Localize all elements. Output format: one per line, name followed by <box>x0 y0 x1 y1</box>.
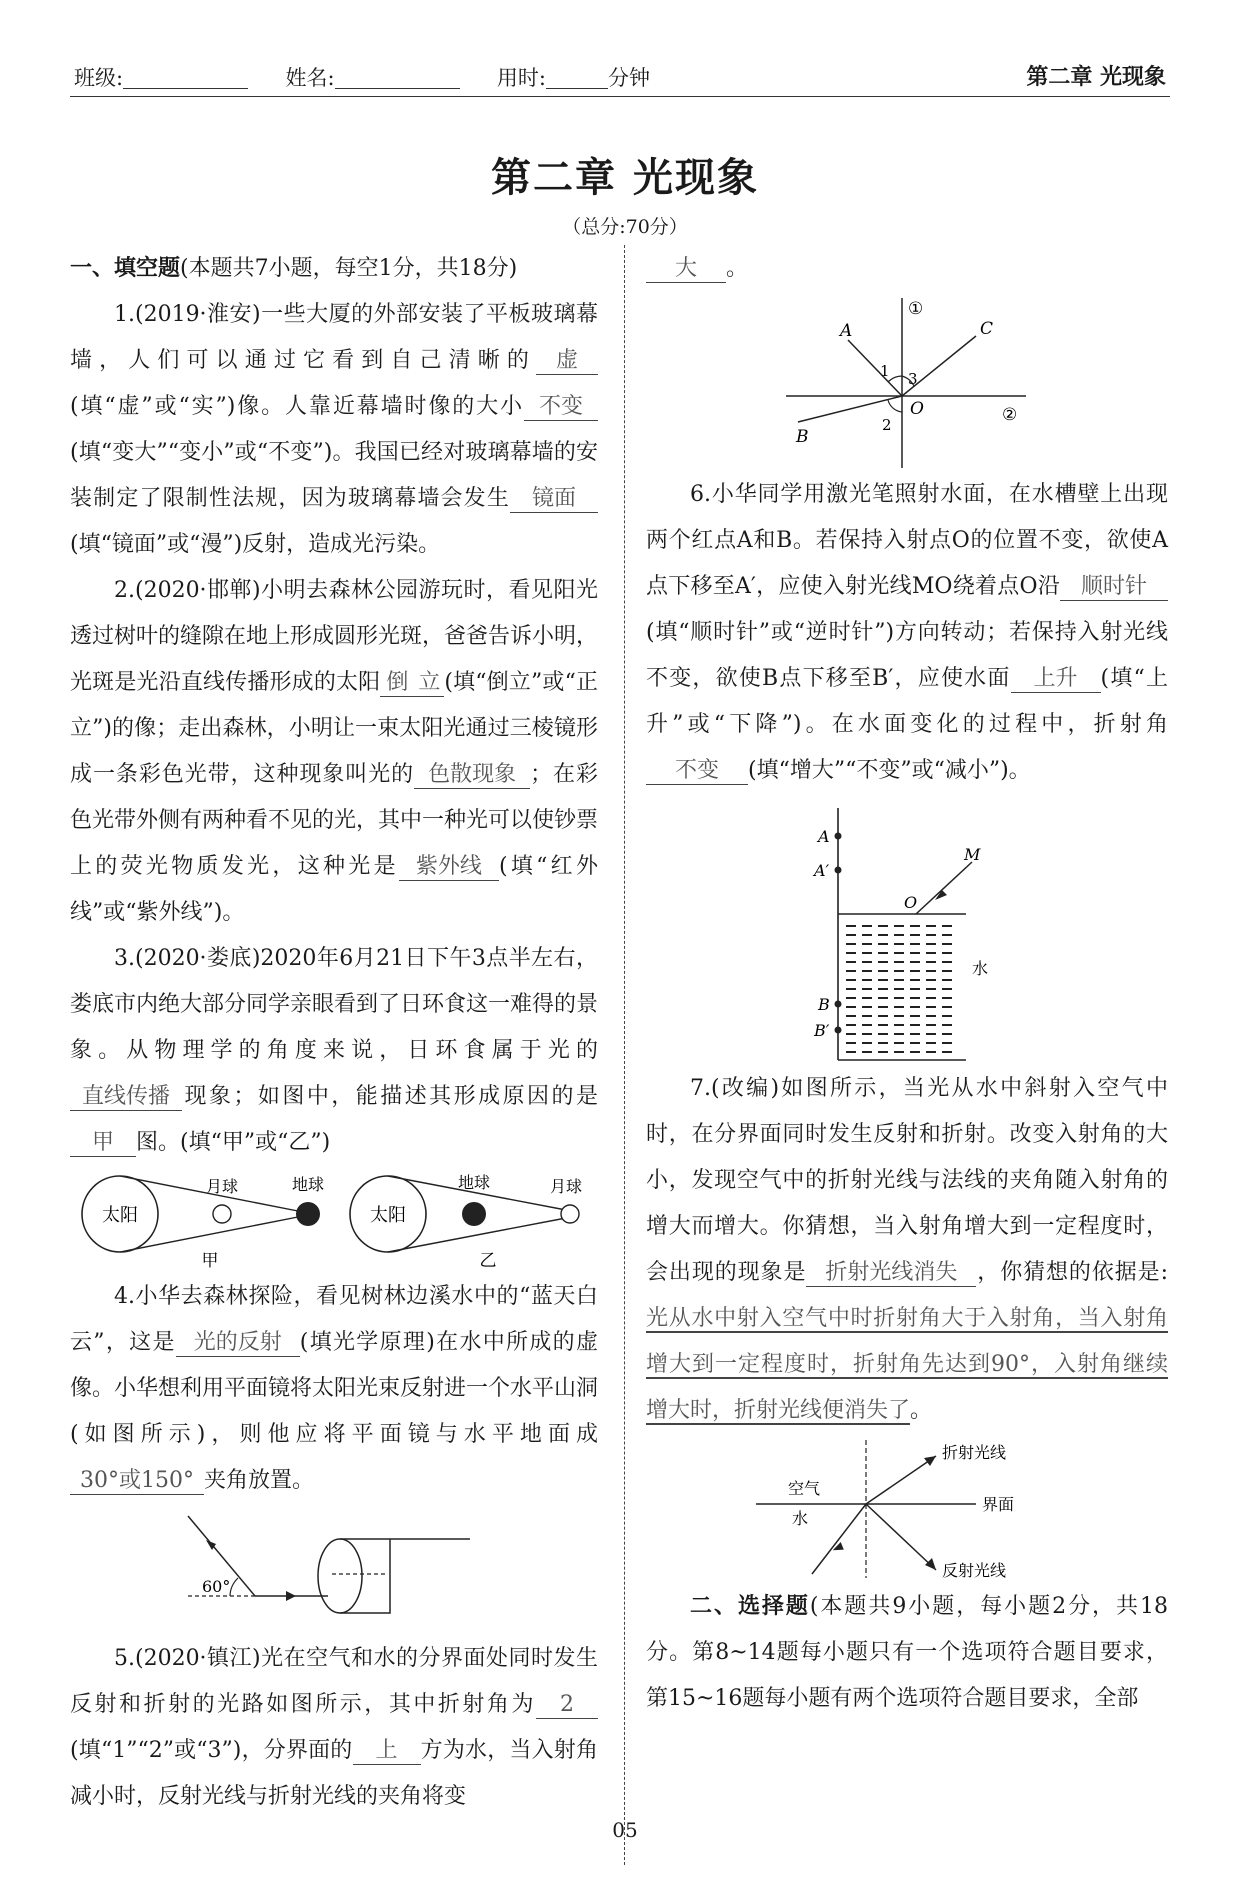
header-chapter: 第二章 光现象 <box>1026 65 1166 90</box>
choice-heading: 二、选择题 <box>690 1594 810 1619</box>
question-1 <box>70 292 598 568</box>
q2-answer-2: 色散现象 <box>414 762 530 789</box>
label-B-prime: B′ <box>814 1021 830 1040</box>
question-5 <box>70 1636 598 1820</box>
q4-text-1: 4.小华去森林探险，看见树林边溪水中的“蓝天白云”，这是 <box>70 1284 598 1355</box>
label-circle-2: ② <box>1002 405 1018 425</box>
label-interface: 界面 <box>982 1495 1015 1514</box>
label-water: 水 <box>792 1509 809 1528</box>
question-5-continued <box>646 246 1168 292</box>
eclipse-figure-jia <box>82 1175 324 1271</box>
name-label: 姓名: <box>285 66 335 90</box>
label-refracted: 折射光线 <box>942 1443 1007 1462</box>
choice-section-intro <box>646 1584 1168 1722</box>
q3-answer-2: 甲 <box>70 1130 136 1157</box>
time-blank <box>546 68 608 89</box>
q1-text-3: (填“变大”“变小”或“不变”)。我国已经对玻璃幕墙的安装制定了限制性法规，因为玻璃幕墙会发生 <box>70 440 598 511</box>
fill-desc: (本题共7小题，每空1分，共18分) <box>180 256 518 281</box>
q7-text-2: ，你猜想的依据是: <box>976 1260 1168 1285</box>
q1-answer-2: 不变 <box>524 394 598 421</box>
earth-label-jia: 地球 <box>291 1175 325 1194</box>
moon-label-jia: 月球 <box>205 1177 239 1196</box>
q1-text-2: (填“虚”或“实”)像。人靠近幕墙时像的大小 <box>70 394 524 419</box>
q1-answer-1: 虚 <box>536 348 598 375</box>
q7-text-3: 。 <box>910 1398 933 1423</box>
point-A <box>835 833 842 840</box>
time-label: 用时: <box>496 66 546 90</box>
q2-answer-3: 紫外线 <box>399 854 499 881</box>
question-2 <box>70 568 598 936</box>
q2-answer-1b: 立 <box>414 670 444 697</box>
class-label: 班级: <box>74 66 124 90</box>
q3-text-2: 现象；如图中，能描述其形成原因的是 <box>182 1084 598 1109</box>
left-column <box>70 246 598 1820</box>
cave-mouth <box>318 1539 362 1613</box>
label-angle-1: 1 <box>880 362 890 380</box>
fill-section-heading <box>70 246 598 292</box>
label-yi: 乙 <box>479 1251 497 1271</box>
q6-answer-1: 顺时针 <box>1060 574 1168 601</box>
moon-circle-yi <box>561 1205 579 1223</box>
q6-text-4: (填“增大”“不变”或“减小”)。 <box>748 758 1031 783</box>
q6-text-2: (填“顺时针”或“逆时针”)方向转动；若保持入射光线不变，欲使B点下移至B′，应使水面 <box>646 620 1168 691</box>
question-6 <box>646 472 1168 794</box>
q1-text-4: (填“镜面”或“漫”)反射，造成光污染。 <box>70 532 441 557</box>
question-3 <box>70 936 598 1166</box>
point-A-prime <box>835 867 842 874</box>
label-angle-3: 3 <box>908 370 918 388</box>
label-M: M <box>964 845 981 864</box>
page-number: 05 <box>612 1818 638 1842</box>
eclipse-figure-yi <box>350 1173 582 1271</box>
moon-label-yi: 月球 <box>549 1177 583 1196</box>
point-B <box>835 1001 842 1008</box>
cave-wall <box>340 1539 390 1613</box>
eclipse-figure <box>70 1166 598 1274</box>
q5-text-1: 5.(2020·镇江)光在空气和水的分界面处同时发生反射和折射的光路如图所示，其中折射角为 <box>70 1646 598 1717</box>
q6-text-1: 6.小华同学用激光笔照射水面，在水槽壁上出现两个红点A和B。若保持入射点O的位置不变，欲使A点下移至A′，应使入射光线MO绕着点O沿 <box>646 482 1168 599</box>
sun-label-jia: 太阳 <box>102 1205 138 1226</box>
q2-text-1: 2.(2020·邯郸)小明去森林公园游玩时，看见阳光透过树叶的缝隙在地上形成圆形光斑，爸爸告诉小明，光斑是光沿直线传播形成的太阳 <box>70 578 599 695</box>
q7-text-1: 7.(改编)如图所示，当光从水中斜射入空气中时，在分界面同时发生反射和折射。改变入射角的大小，发现空气中的折射光线与法线的夹角随入射角的增大而增大。你猜想，当入射角增大到一定程度时，会出现的现象是 <box>646 1076 1168 1285</box>
page-header <box>70 56 1170 97</box>
label-O: O <box>904 893 918 912</box>
total-reflection-figure <box>646 1434 1168 1584</box>
angle-label: 60° <box>202 1577 231 1596</box>
sun-label-yi: 太阳 <box>370 1205 406 1226</box>
label-O: O <box>910 399 924 419</box>
q2-text-4: (填“红外线”或“紫外线”)。 <box>70 854 598 925</box>
earth-circle-jia <box>296 1202 320 1226</box>
q5-text-3: 方为水，当入射角减小时，反射光线与折射光线的夹角将变 <box>70 1738 598 1809</box>
page-title: 第二章 光现象 <box>491 155 759 201</box>
incident-ray <box>812 1504 866 1574</box>
name-blank <box>335 68 460 89</box>
class-blank <box>123 68 248 89</box>
mirror-cave-figure <box>70 1504 598 1636</box>
water-tank-figure <box>646 794 1168 1066</box>
water-hatching <box>846 926 952 1052</box>
label-reflected: 反射光线 <box>942 1561 1007 1580</box>
laser-ray-MO <box>916 862 972 914</box>
q5-answer-1: 2 <box>536 1692 598 1719</box>
label-air: 空气 <box>788 1479 821 1498</box>
reflection-refraction-figure <box>646 292 1168 472</box>
label-B: B <box>796 427 809 447</box>
question-7 <box>646 1066 1168 1434</box>
point-B-prime <box>835 1027 842 1034</box>
q5-answer-3: 大 <box>646 256 726 283</box>
q6-answer-2: 上升 <box>1011 666 1101 693</box>
moon-circle-jia <box>213 1205 231 1223</box>
q2-text-2: (填“倒立”或“正立”)的像；走出森林，小明让一束太阳光通过三棱镜形成一条彩色光带，这种现象叫光的 <box>70 670 598 787</box>
q5-answer-2: 上 <box>353 1738 421 1765</box>
q3-text-1: 3.(2020·娄底)2020年6月21日下午3点半左右，娄底市内绝大部分同学亲眼看到了日环食这一难得的景象。从物理学的角度来说，日环食属于光的 <box>70 946 599 1063</box>
q5-text-4: 。 <box>726 256 749 281</box>
label-A: A <box>840 321 853 341</box>
label-C: C <box>980 319 994 339</box>
q1-text-1: 1.(2019·淮安)一些大厦的外部安装了平板玻璃幕墙，人们可以通过它看到自己清晰的 <box>70 302 598 373</box>
reflected-ray <box>866 1504 936 1570</box>
total-score: （总分:70分） <box>562 216 688 238</box>
refracted-ray <box>866 1456 936 1504</box>
q6-text-3: (填“上升”或“下降”)。在水面变化的过程中，折射角 <box>646 666 1168 737</box>
column-divider <box>624 245 625 1865</box>
earth-label-yi: 地球 <box>457 1173 491 1192</box>
label-A: A <box>818 827 830 846</box>
ray-AO <box>848 340 902 396</box>
label-jia: 甲 <box>201 1251 219 1271</box>
q7-answer-1: 折射光线消失 <box>806 1260 976 1287</box>
fill-heading: 一、填空题 <box>70 256 181 281</box>
q4-text-3: 夹角放置。 <box>204 1468 315 1493</box>
question-4 <box>70 1274 598 1504</box>
choice-desc: (本题共9小题，每小题2分，共18分。第8~14题每小题只有一个选项符合题目要求，第15~16题每小题有两个选项符合题目要求，全部 <box>646 1594 1168 1711</box>
minute-label: 分钟 <box>607 66 650 90</box>
q5-text-2: (填“1”“2”或“3”)，分界面的 <box>70 1738 353 1763</box>
q7-answer-2: 光从水中射入空气中时折射角大于入射角，当入射角增大到一定程度时，折射角先达到90°，入射角继续增大时，折射光线便消失了 <box>646 1306 1168 1423</box>
label-A-prime: A′ <box>814 861 830 880</box>
q3-text-3: 图。(填“甲”或“乙”) <box>136 1130 331 1155</box>
q2-answer-1a: 倒 <box>380 670 414 697</box>
q6-answer-3: 不变 <box>646 758 748 785</box>
label-circle-1: ① <box>908 299 924 319</box>
header-info <box>74 62 650 92</box>
label-water: 水 <box>972 959 989 978</box>
label-angle-2: 2 <box>882 416 892 434</box>
q1-answer-3: 镜面 <box>510 486 598 513</box>
q4-answer-2: 30°或150° <box>70 1468 204 1495</box>
label-B: B <box>818 995 830 1014</box>
q3-answer-1: 直线传播 <box>70 1084 182 1111</box>
q2-text-3: ；在彩色光带外侧有两种看不见的光，其中一种光可以使钞票上的荧光物质发光，这种光是 <box>70 762 599 879</box>
earth-circle-yi <box>462 1202 486 1226</box>
q4-text-2: (填光学原理)在水中所成的虚像。小华想利用平面镜将太阳光束反射进一个水平山洞(如图所示)，则他应将平面镜与水平地面成 <box>70 1330 599 1447</box>
q4-answer-1: 光的反射 <box>176 1330 300 1357</box>
right-column <box>646 246 1168 1722</box>
